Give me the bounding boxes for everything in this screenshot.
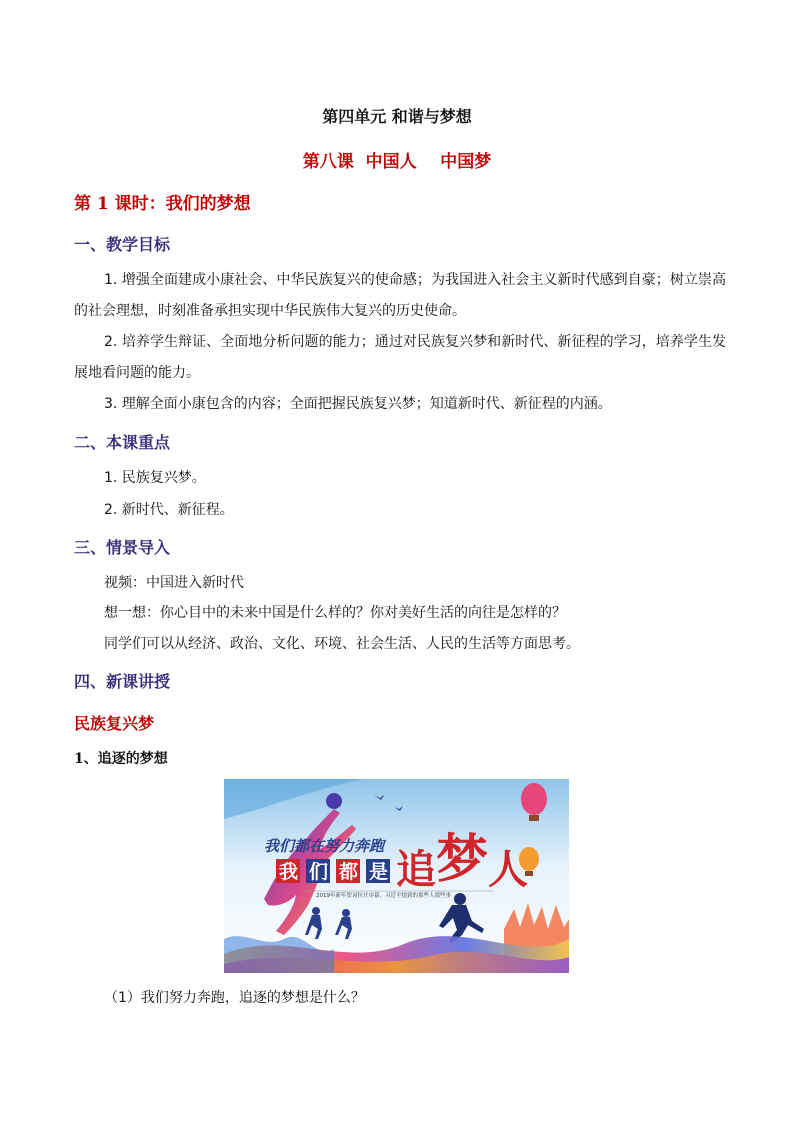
svg-text:追: 追: [396, 846, 436, 893]
key-point-1: 1. 民族复兴梦。: [104, 470, 206, 486]
svg-text:都: 都: [339, 861, 359, 883]
lesson-title: 第八课 中国人 中国梦: [302, 152, 492, 172]
goal-item-2: 2. 培养学生辩证、全面地分析问题的能力；通过对民族复兴梦和新时代、新征程的学习，培养学生发展地看问题的能力。: [74, 334, 726, 381]
svg-text:们: 们: [309, 861, 329, 883]
intro-line-3: 同学们可以从经济、政治、文化、环境、社会生活、人民的生活等方面思考。: [104, 636, 580, 652]
key-point-2: 2. 新时代、新征程。: [104, 502, 234, 518]
unit-title: 第四单元 和谐与梦想: [322, 107, 472, 126]
svg-text:梦: 梦: [436, 829, 489, 890]
intro-line-1: 视频：中国进入新时代: [104, 575, 244, 591]
section-heading-new-lesson: 四、新课讲授: [74, 672, 171, 691]
section-heading-intro: 三、情景导入: [74, 538, 171, 557]
svg-text:人: 人: [488, 846, 528, 893]
section-heading-key-points: 二、本课重点: [74, 433, 171, 452]
section-heading-goals: 一、教学目标: [74, 235, 171, 254]
banner-text-line1: 我们都在努力奔跑: [264, 837, 385, 855]
subheading-revival-dream: 民族复兴梦: [74, 714, 155, 733]
dream-chaser-banner-image: [224, 779, 569, 973]
period-title: 第 1 课时：我们的梦想: [74, 194, 251, 214]
banner-caption: 2019年新年贺词拉开序幕，习近平提到的那些人那些事: [316, 893, 451, 899]
svg-text:我: 我: [279, 861, 299, 883]
goal-item-3: 3. 理解全面小康包含的内容；全面把握民族复兴梦；知道新时代、新征程的内涵。: [104, 396, 612, 412]
svg-text:是: 是: [369, 861, 389, 883]
item-title-chasing-dream: 1、追逐的梦想: [74, 751, 168, 767]
question-1: （1）我们努力奔跑，追逐的梦想是什么？: [104, 990, 365, 1006]
goal-item-1: 1. 增强全面建成小康社会、中华民族复兴的使命感；为我国进入社会主义新时代感到自豪；树立崇高的社会理想，时刻准备承担实现中华民族伟大复兴的历史使命。: [74, 272, 726, 319]
intro-line-2: 想一想：你心目中的未来中国是什么样的？你对美好生活的向往是怎样的？: [104, 605, 566, 621]
